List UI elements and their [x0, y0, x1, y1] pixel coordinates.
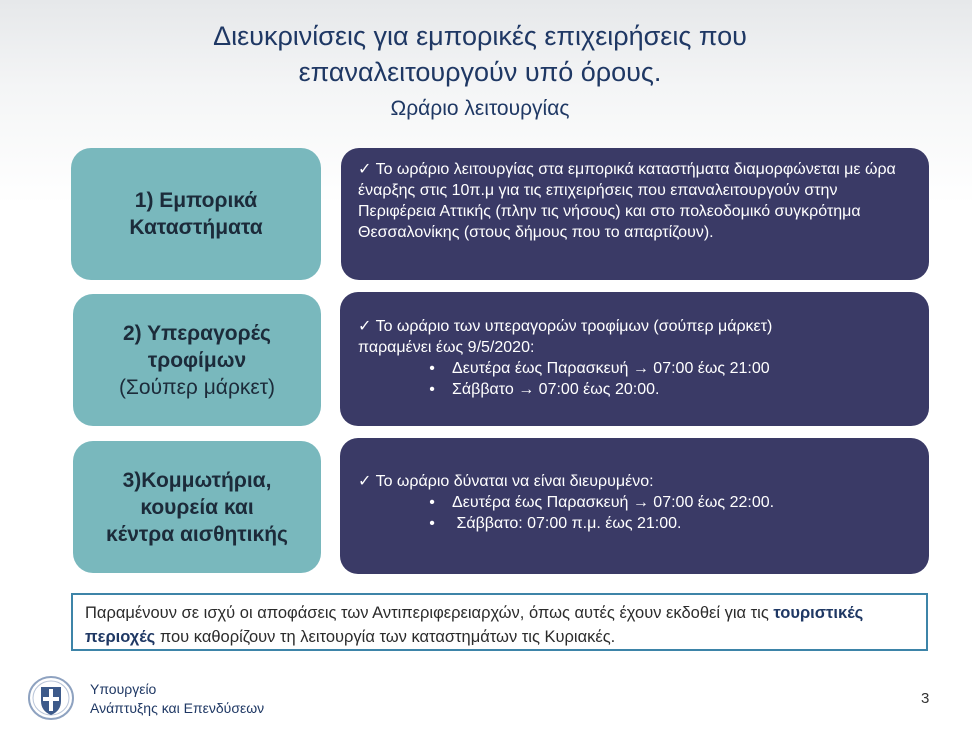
section-3-label-line-1: 3)Κομμωτήρια, — [122, 468, 272, 492]
section-1-label-line-2: Καταστήματα — [129, 216, 263, 239]
section-3-intro: ✓ Το ωράριο δύναται να είναι διευρυμένο: — [358, 473, 654, 490]
section-2-intro-line-1: ✓ Το ωράριο των υπεραγορών τροφίμων (σούπερ μάρκετ) — [358, 318, 773, 335]
title-line-1: Διευκρινίσεις για εμπορικές επιχειρήσεις που — [213, 21, 747, 51]
greek-coat-of-arms-icon — [26, 675, 76, 721]
section-3-text-box — [340, 438, 929, 574]
bullet-dot: • — [429, 515, 435, 532]
section-2-bullet-1 — [358, 358, 915, 379]
section-1-label-line-1: 1) Εμπορικά — [134, 189, 258, 212]
title-line-2: επαναλειτουργούν υπό όρους. — [298, 57, 662, 87]
section-2-bullet-2-text: Σάββατο → 07:00 έως 20:00. — [452, 381, 660, 398]
section-2-intro-line-2: παραμένει έως 9/5/2020: — [358, 339, 535, 356]
section-2-label-line-1: 2) Υπεραγορές — [123, 321, 271, 345]
tourist-areas-note — [71, 593, 928, 651]
ministry-name — [90, 680, 264, 718]
slide-title — [120, 18, 840, 90]
section-3-label-line-3: κέντρα αισθητικής — [106, 522, 288, 546]
section-3-label-box — [73, 441, 321, 573]
note-bold-text: τουριστικές περιοχές — [85, 604, 864, 646]
section-3-bullet-1 — [358, 492, 915, 513]
ministry-line-1: Υπουργείο — [90, 681, 157, 697]
section-2-text-box — [340, 292, 929, 426]
bullet-dot: • — [429, 381, 435, 398]
section-2-label-box — [73, 294, 321, 426]
bullet-dot: • — [429, 494, 435, 511]
section-3-bullet-1-text: Δευτέρα έως Παρασκευή → 07:00 έως 22:00. — [452, 494, 775, 511]
ministry-line-2: Ανάπτυξης και Επενδύσεων — [90, 700, 265, 716]
section-3-bullet-2 — [358, 513, 915, 534]
section-2-label-line-2: τροφίμων — [147, 348, 247, 372]
section-2-label-line-3: (Σούπερ μάρκετ) — [118, 375, 276, 399]
section-1-text-box — [341, 148, 929, 280]
note-text-part-1: Παραμένουν σε ισχύ οι αποφάσεις των Αντιπεριφερειαρχών, όπως αυτές έχουν εκδοθεί για τις — [85, 604, 774, 622]
section-3-label-line-2: κουρεία και — [140, 495, 254, 519]
note-text-part-2: που καθορίζουν τη λειτουργία των καταστημάτων τις Κυριακές. — [155, 628, 616, 646]
section-1-label-box — [71, 148, 321, 280]
bullet-dot: • — [429, 360, 435, 377]
section-3-bullet-2-text: Σάββατο: 07:00 π.μ. έως 21:00. — [452, 515, 682, 532]
slide-subtitle: Ωράριο λειτουργίας — [390, 97, 570, 120]
page-number: 3 — [921, 690, 930, 707]
section-1-text: ✓ Το ωράριο λειτουργίας στα εμπορικά καταστήματα διαμορφώνεται με ώρα έναρξης στις 10π.μ για τις επιχειρήσεις που επαναλειτουργούν στην Περιφέρεια Αττικής (πλην τις νήσους) και στο πολεοδομικό συγκρότημα Θεσσαλονίκης (στους δήμους που το απαρτίζουν). — [358, 161, 896, 241]
section-2-bullet-1-text: Δευτέρα έως Παρασκευή → 07:00 έως 21:00 — [452, 360, 770, 377]
section-2-bullet-2 — [358, 379, 915, 400]
